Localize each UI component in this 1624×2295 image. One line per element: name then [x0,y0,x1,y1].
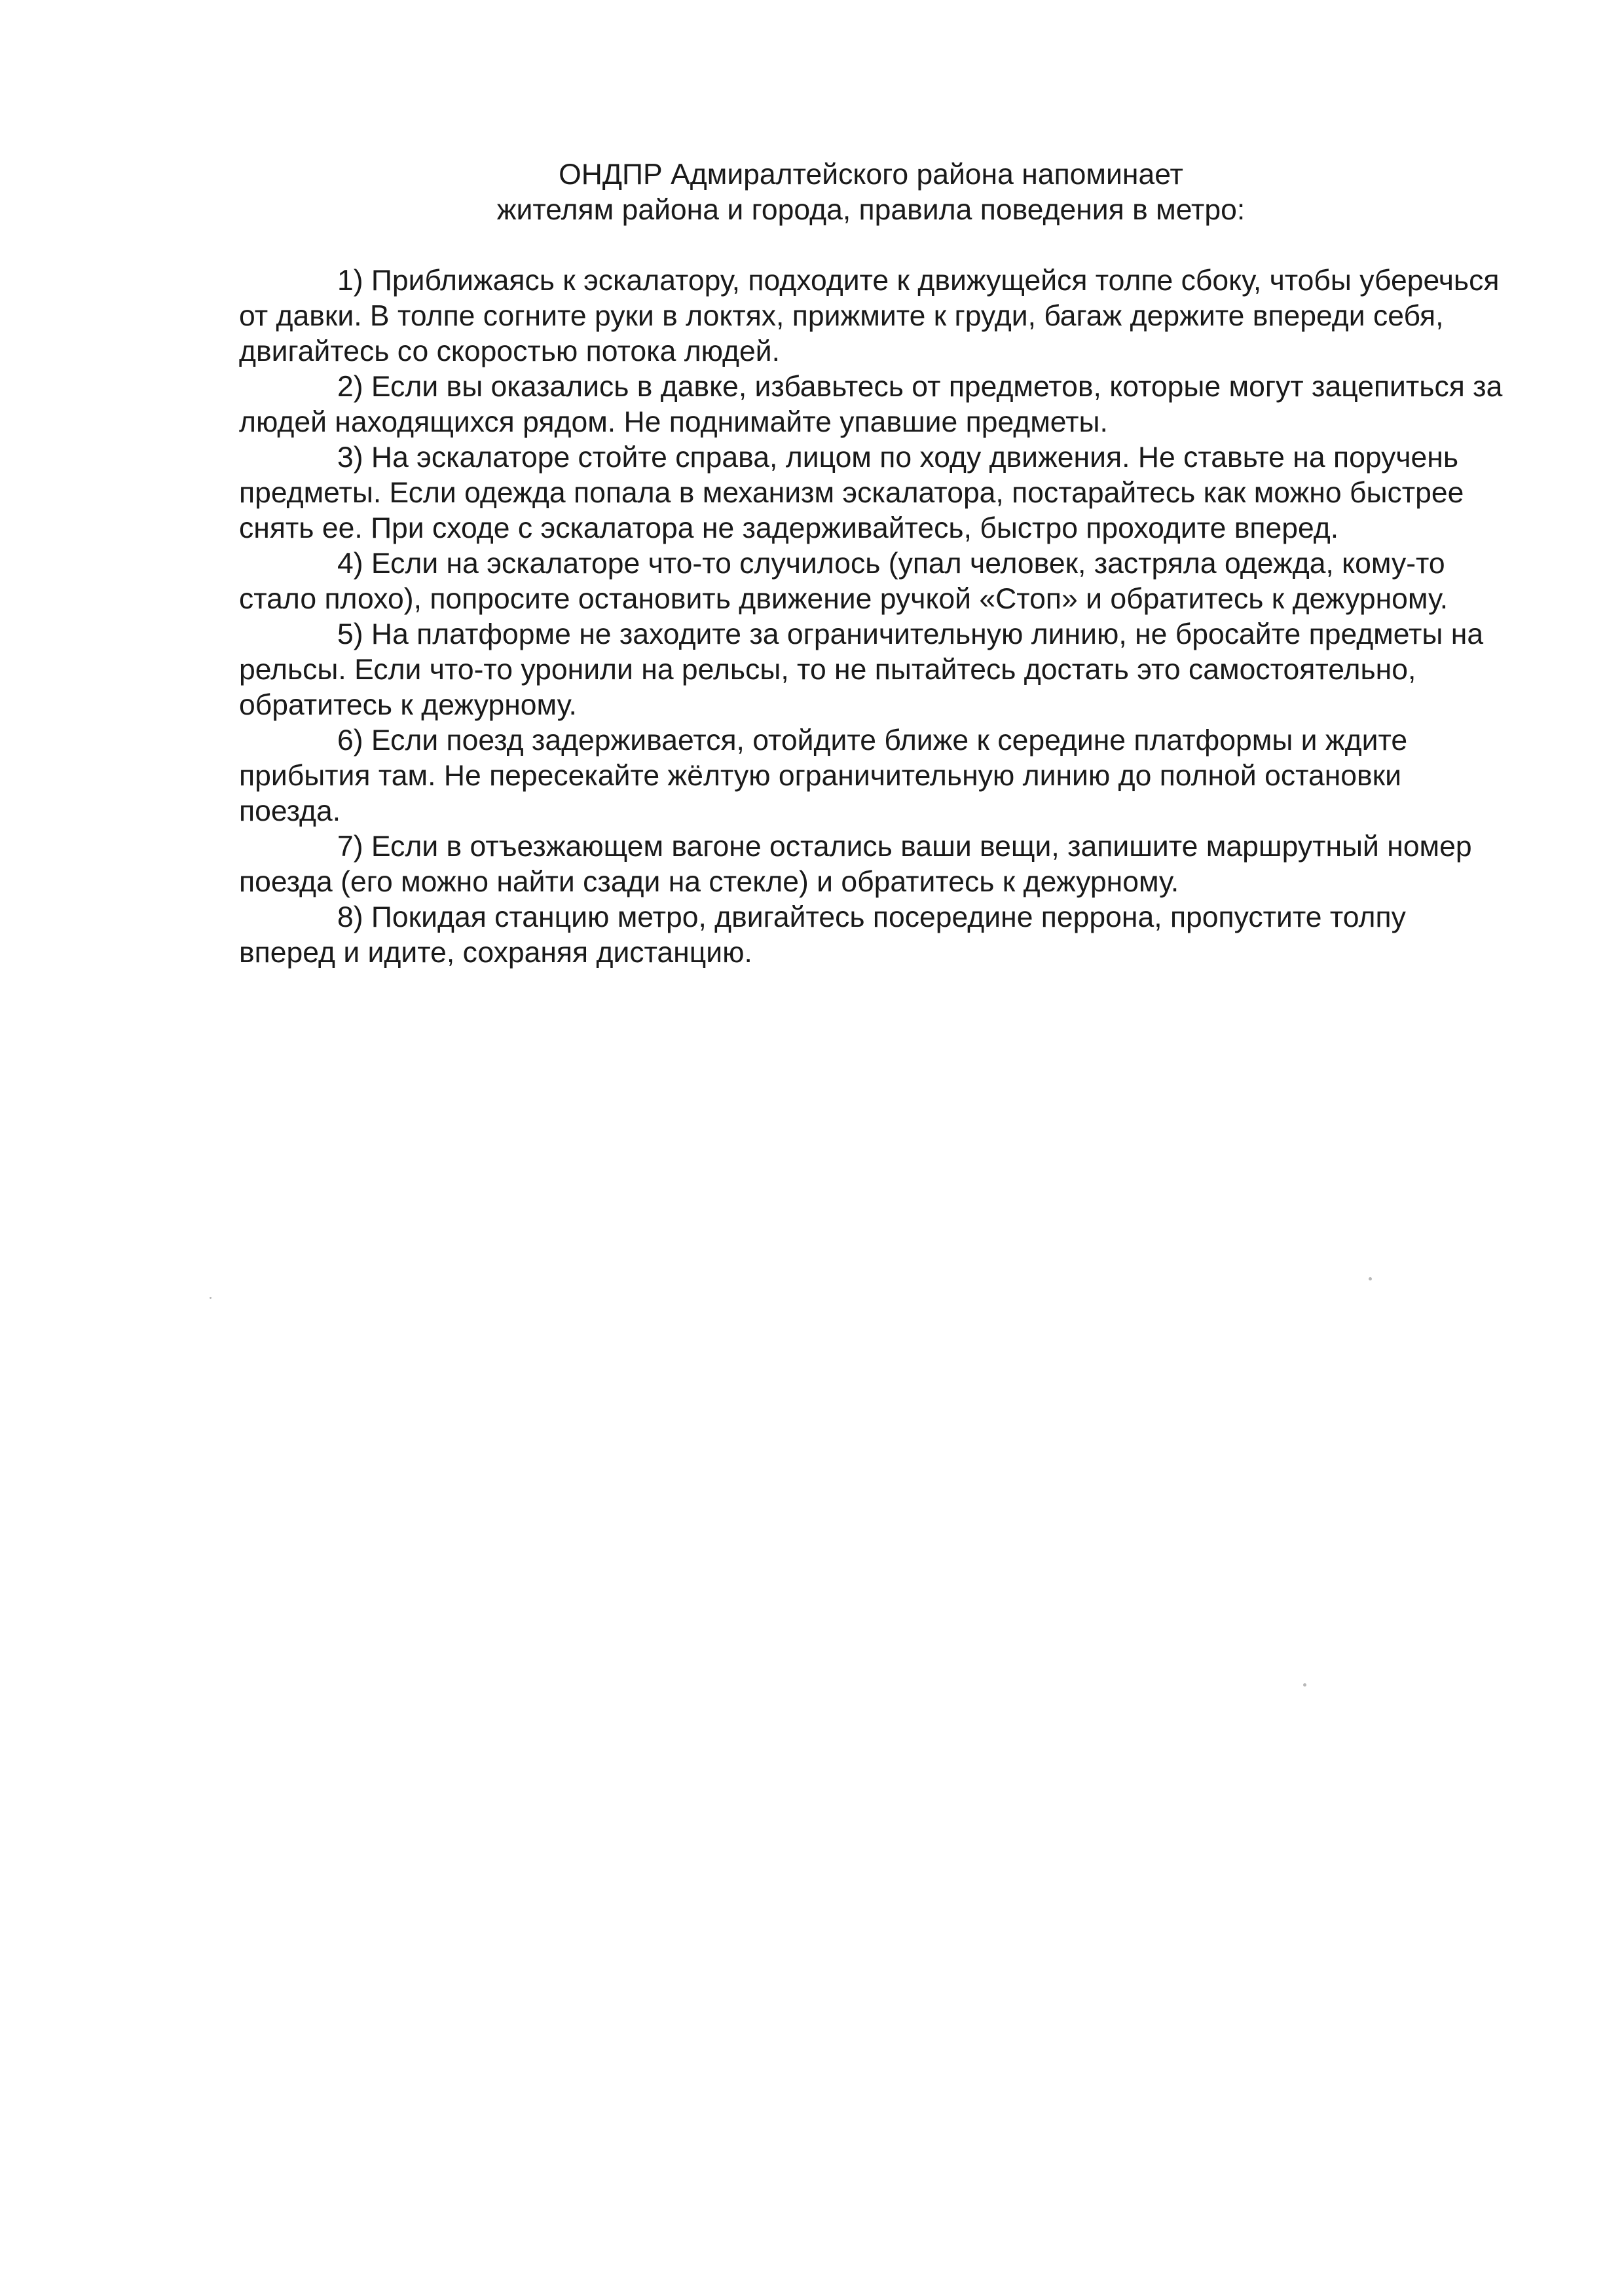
rule-paragraph-7: 7) Если в отъезжающем вагоне остались ваши вещи, запишите маршрутный номер поезда (его можно найти сзади на стекле) и обратитесь к дежурному. [239,830,1472,898]
document-body [239,157,1503,971]
rule-paragraph-6: 6) Если поезд задерживается, отойдите ближе к середине платформы и ждите прибытия там. Не пересекайте жёлтую ограничительную линию до полной остановки поезда. [239,724,1408,827]
rule-paragraph-2: 2) Если вы оказались в давке, избавьтесь от предметов, которые могут зацепиться за людей находящихся рядом. Не поднимайте упавшие предметы. [239,371,1503,438]
rule-paragraph-4: 4) Если на эскалаторе что-то случилось (упал человек, застряла одежда, кому-то стало плохо), попросите остановить движение ручкой «Стоп» и обратитесь к дежурному. [239,548,1449,615]
scan-speck [210,1297,212,1299]
rule-paragraph-8: 8) Покидая станцию метро, двигайтесь посередине перрона, пропустите толпу вперед и идите, сохраняя дистанцию. [239,901,1406,969]
scan-speck [1303,1683,1306,1687]
rule-paragraph-1: 1) Приближаясь к эскалатору, подходите к движущейся толпе сбоку, чтобы уберечься от давки. В толпе согните руки в локтях, прижмите к груди, багаж держите впереди себя, двигайтесь со скоростью потока людей. [239,265,1500,367]
rule-paragraph-5: 5) На платформе не заходите за ограничительную линию, не бросайте предметы на рельсы. Если что-то уронили на рельсы, то не пытайтесь достать это самостоятельно, обратитесь к дежурному. [239,618,1484,721]
heading-line-2: жителям района и города, правила поведения в метро: [496,194,1246,226]
heading-line-1: ОНДПР Адмиралтейского района напоминает [559,159,1183,191]
document-heading [239,157,1503,228]
scan-speck [1369,1277,1372,1280]
rule-paragraph-3: 3) На эскалаторе стойте справа, лицом по ходу движения. Не ставьте на поручень предметы. Если одежда попала в механизм эскалатора, постарайтесь как можно быстрее снять ее. При сходе с эскалатора не задерживайтесь, быстро проходите вперед. [239,441,1464,544]
